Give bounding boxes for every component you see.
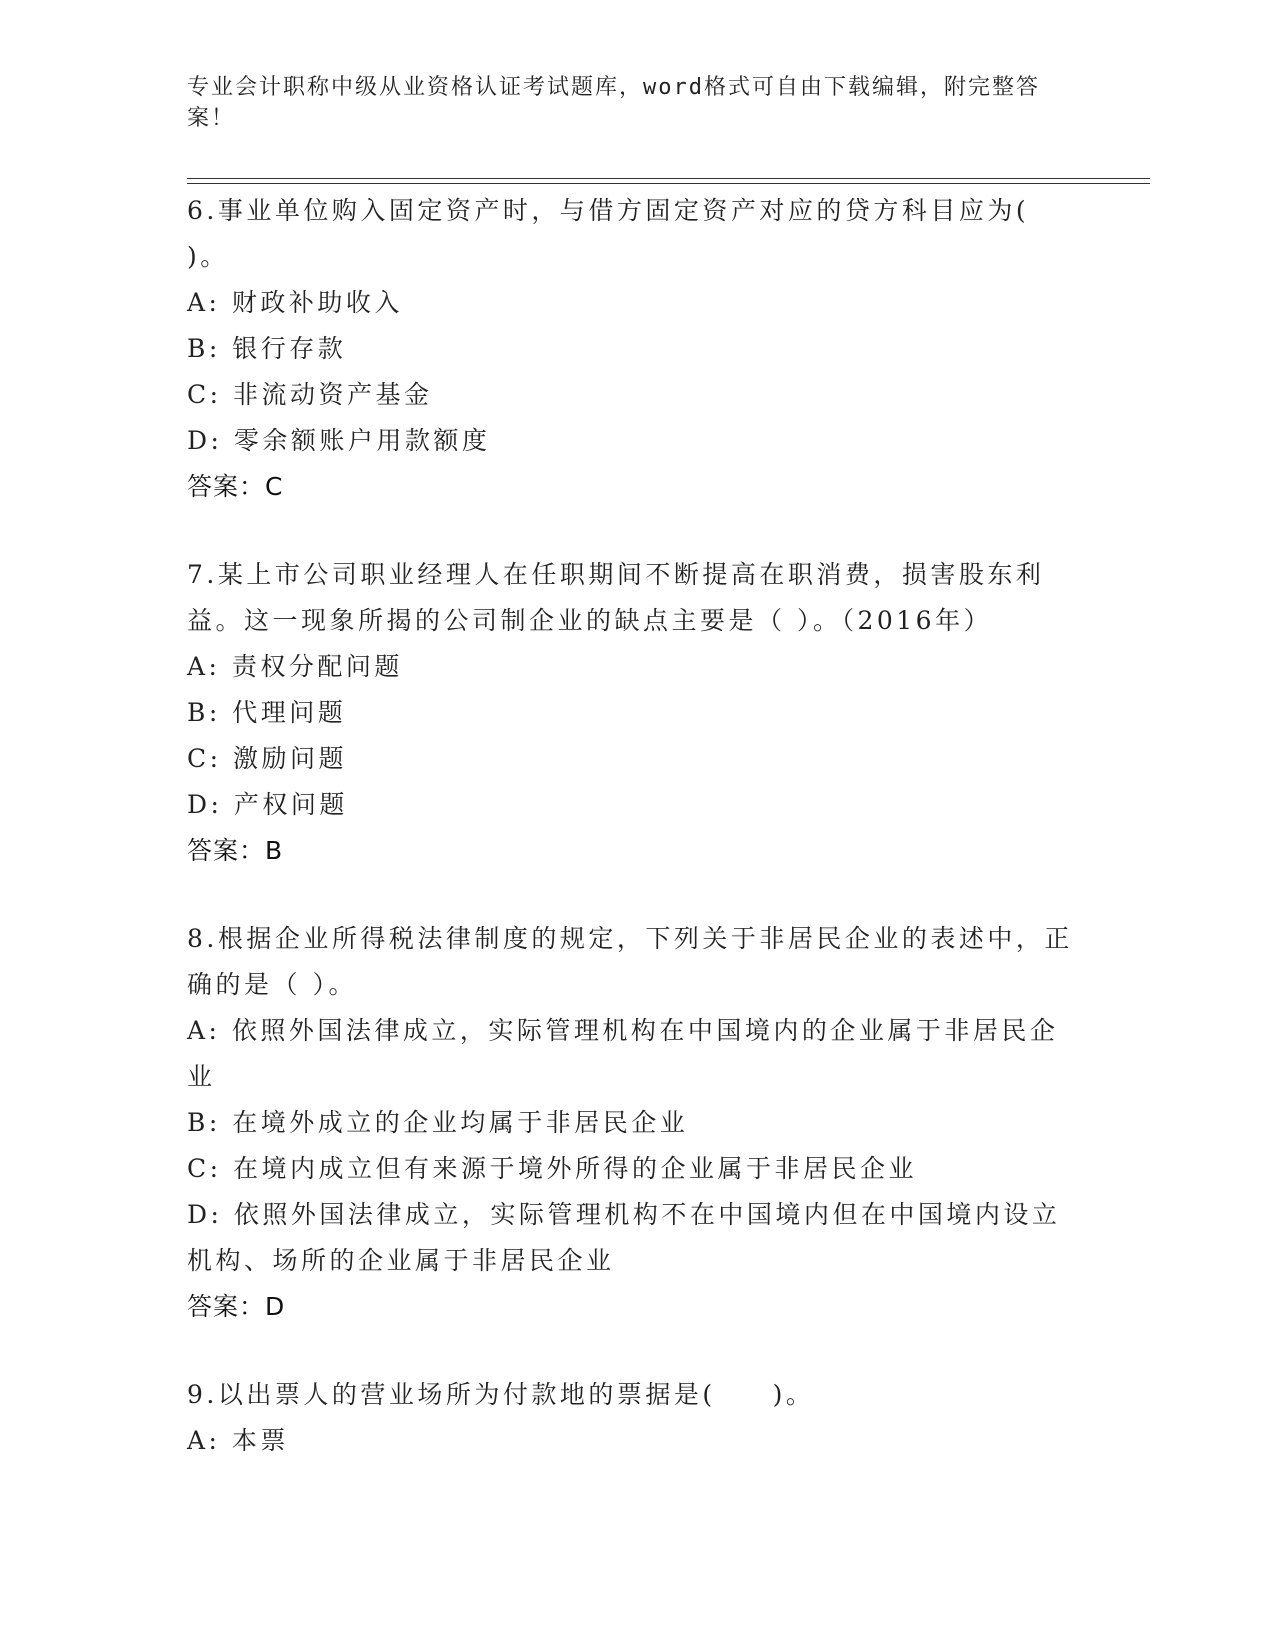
option-a: A: 责权分配问题 <box>187 652 403 681</box>
option-a: A: 财政补助收入 <box>187 288 403 317</box>
option-c: C: 激励问题 <box>187 744 347 773</box>
question-8 <box>187 916 1082 1330</box>
question-stem: 6.事业单位购入固定资产时，与借方固定资产对应的贷方科目应为( )。 <box>187 196 1030 271</box>
option-d: D: 产权问题 <box>187 790 348 819</box>
option-a: A: 本票 <box>187 1426 289 1455</box>
header-divider-bottom <box>187 183 1150 184</box>
question-stem: 9.以出票人的营业场所为付款地的票据是( )。 <box>187 1380 815 1409</box>
question-7 <box>187 552 1082 874</box>
answer: 答案：C <box>187 472 284 501</box>
header-text: 专业会计职称中级从业资格认证考试题库，word格式可自由下载编辑，附完整答案！ <box>187 75 1040 131</box>
option-b: B: 在境外成立的企业均属于非居民企业 <box>187 1108 689 1137</box>
answer: 答案：D <box>187 1292 286 1321</box>
answer: 答案：B <box>187 836 284 865</box>
question-stem: 7.某上市公司职业经理人在任职期间不断提高在职消费，损害股东利益。这一现象所揭的公司制企业的缺点主要是（ ）。（2016年） <box>187 560 1045 635</box>
option-c: C: 在境内成立但有来源于境外所得的企业属于非居民企业 <box>187 1154 918 1183</box>
question-stem: 8.根据企业所得税法律制度的规定，下列关于非居民企业的表述中，正确的是（ ）。 <box>187 924 1073 999</box>
question-9 <box>187 1372 1082 1464</box>
option-d: D: 依照外国法律成立，实际管理机构不在中国境内但在中国境内设立机构、场所的企业属于非居民企业 <box>187 1200 1061 1275</box>
option-a: A: 依照外国法律成立，实际管理机构在中国境内的企业属于非居民企业 <box>187 1016 1059 1091</box>
option-c: C: 非流动资产基金 <box>187 380 433 409</box>
question-list <box>187 188 1082 1464</box>
header-divider-top <box>187 178 1150 179</box>
document-header <box>187 72 1067 134</box>
option-b: B: 代理问题 <box>187 698 347 727</box>
option-d: D: 零余额账户用款额度 <box>187 426 491 455</box>
question-6 <box>187 188 1082 510</box>
option-b: B: 银行存款 <box>187 334 347 363</box>
